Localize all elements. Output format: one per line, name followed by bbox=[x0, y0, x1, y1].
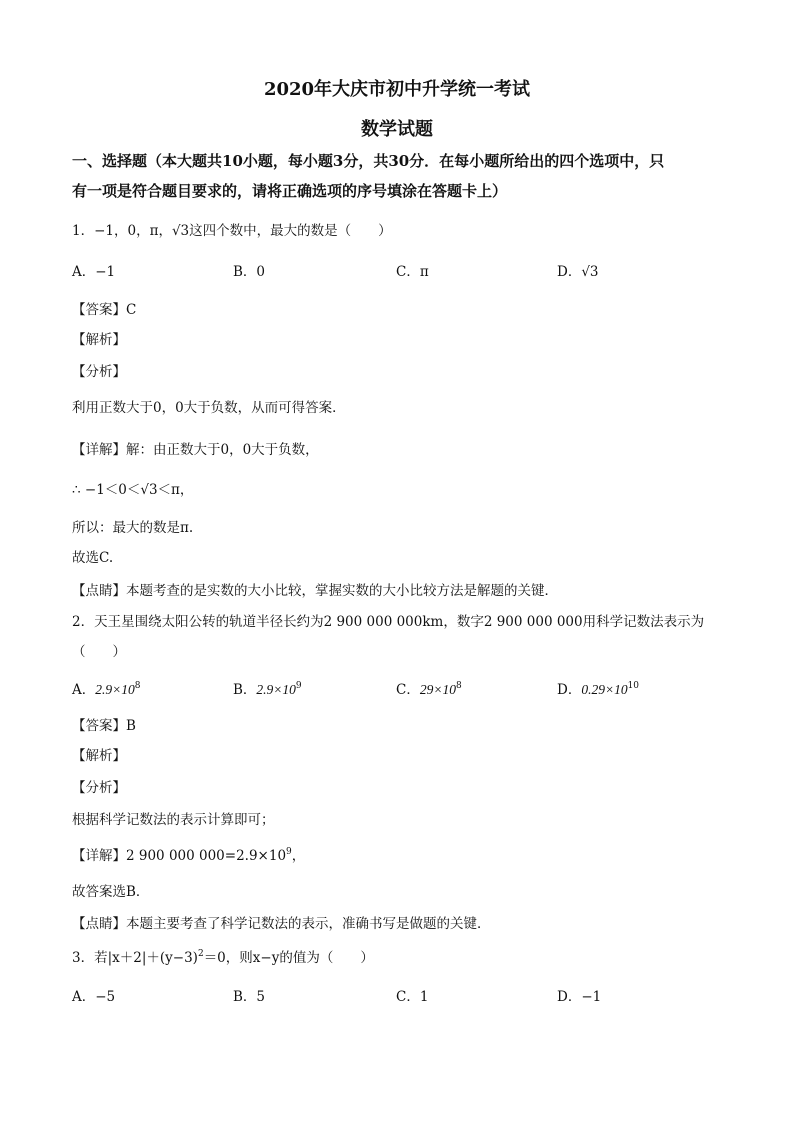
q2-stem-line1: 2．天王星围绕太阳公转的轨道半径长约为2 900 000 000km，数字2 900 000 000用科学记数法表示为 bbox=[72, 614, 705, 630]
q3-option-b: B．5 bbox=[233, 989, 266, 1005]
q1-detail-4: 故选C. bbox=[72, 550, 114, 566]
q1-option-b: B．0 bbox=[233, 264, 266, 280]
q1-analysis-heading: 【解析】 bbox=[72, 332, 126, 348]
q2-option-d: D．$0.29\times 10^{10}$ bbox=[557, 681, 640, 698]
q2-option-a: A．$2.9\times 10^8$ bbox=[72, 681, 141, 698]
exam-subtitle: 数学试题 bbox=[361, 119, 433, 140]
q1-option-a: A．−1 bbox=[72, 264, 116, 280]
q3-option-c: C．1 bbox=[396, 989, 429, 1005]
q1-detail-1: 【详解】解：由正数大于0，0大于负数， bbox=[72, 442, 319, 458]
q1-detail-2: ∴ −1＜0＜√3＜π， bbox=[72, 482, 194, 498]
q1-comment: 【点睛】本题考查的是实数的大小比较，掌握实数的大小比较方法是解题的关键． bbox=[72, 583, 558, 599]
section-heading-line1: 一、选择题（本大题共10小题，每小题3分，共30分．在每小题所给出的四个选项中，只 bbox=[72, 152, 665, 170]
q1-fenxi-heading: 【分析】 bbox=[72, 364, 126, 380]
q3-stem: 3．若$|x+2|+(y-3)^2=0$，则x−y的值为（ ） bbox=[72, 949, 374, 966]
section-heading-line2: 有一项是符合题目要求的，请将正确选项的序号填涂在答题卡上） bbox=[72, 182, 508, 200]
q1-stem: 1．−1，0，π，√3这四个数中，最大的数是（ ） bbox=[72, 223, 392, 239]
q3-option-a: A．−5 bbox=[72, 989, 116, 1005]
q2-stem-line2: （ ） bbox=[72, 644, 126, 660]
q3-option-d: D．−1 bbox=[557, 989, 602, 1005]
q2-analysis-heading: 【解析】 bbox=[72, 748, 126, 764]
q2-detail-1: 【详解】2 900 000 $000=2.9\times 10^9$， bbox=[72, 847, 306, 864]
q2-answer: 【答案】B bbox=[72, 718, 136, 734]
q2-option-c: C．$29\times 10^8$ bbox=[396, 681, 462, 698]
q2-fenxi-heading: 【分析】 bbox=[72, 780, 126, 796]
exam-title: 2020年大庆市初中升学统一考试 bbox=[263, 79, 531, 100]
q1-answer: 【答案】C bbox=[72, 302, 137, 318]
q1-fenxi: 利用正数大于0，0大于负数，从而可得答案． bbox=[72, 400, 346, 416]
q2-comment: 【点睛】本题主要考查了科学记数法的表示，准确书写是做题的关键． bbox=[72, 916, 491, 932]
q2-detail-2: 故答案选B． bbox=[72, 884, 150, 900]
q2-option-b: B．$2.9\times 10^9$ bbox=[233, 681, 302, 698]
q1-option-c: C．π bbox=[396, 264, 429, 280]
q2-fenxi: 根据科学记数法的表示计算即可； bbox=[72, 812, 275, 828]
q1-detail-3: 所以：最大的数是π. bbox=[72, 520, 194, 536]
q1-option-d: D．√3 bbox=[557, 264, 599, 280]
